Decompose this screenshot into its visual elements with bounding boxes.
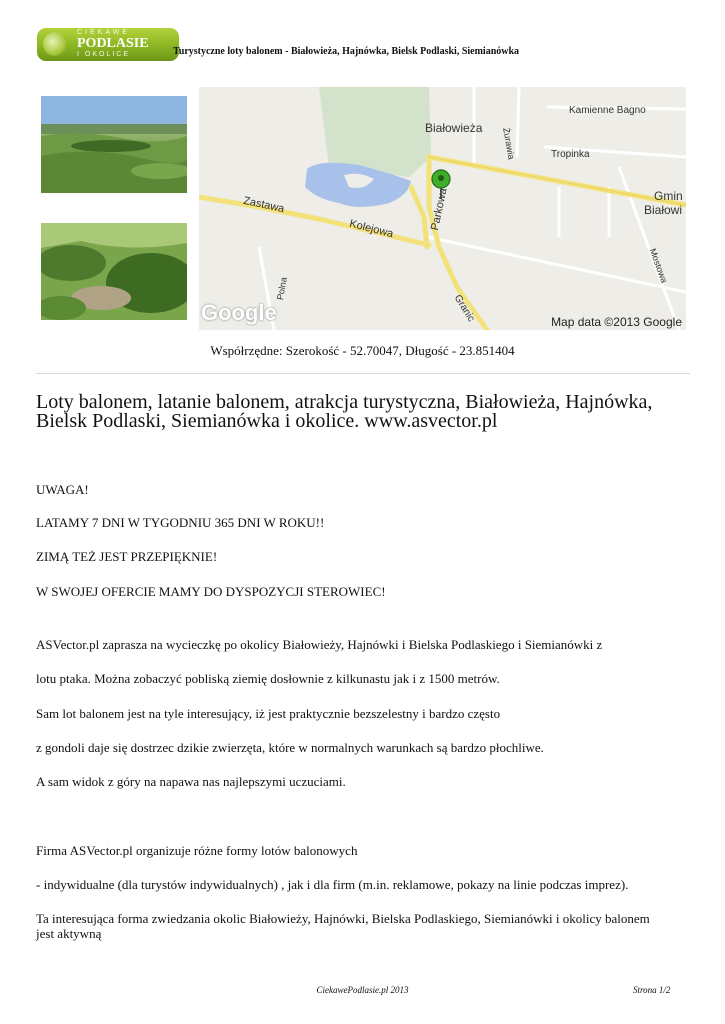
- map-label-gmin: Gmin: [654, 189, 683, 203]
- header-title: Turystyczne loty balonem - Białowieża, Hajnówka, Bielsk Podlaski, Siemianówka: [173, 46, 520, 57]
- google-logo: Google: [201, 300, 277, 325]
- map-label-parkowa: Parkowa: [429, 187, 450, 232]
- divider: [36, 373, 690, 374]
- map-label-tropinka: Tropinka: [551, 149, 590, 160]
- map-attribution: Map data ©2013 Google: [551, 315, 682, 329]
- map-label-bialowi: Białowi: [644, 203, 683, 217]
- footer-page-number: Strona 1/2: [633, 985, 671, 995]
- map-label-kolejowa: Kolejowa: [348, 217, 395, 241]
- aerial-photo-fields: [41, 96, 187, 193]
- site-logo[interactable]: [37, 28, 179, 61]
- map-label-zurawia: Żurawia: [501, 127, 517, 161]
- footer-site: CiekawePodlasie.pl 2013: [316, 985, 409, 995]
- aerial-photo-forest: [41, 223, 187, 320]
- map-label-kamienne: Kamienne Bagno: [569, 105, 646, 116]
- paragraph-8: z gondoli daje się dostrzec dzikie zwierzęta, które w normalnych warunkach są bardzo płochliwe.: [36, 740, 544, 755]
- bison-emblem-icon: [43, 32, 67, 56]
- paragraph-4: W SWOJEJ OFERCIE MAMY DO DYSPOZYCJI STEROWIEC!: [36, 584, 386, 599]
- map-label-mostowa: Mostowa: [647, 247, 670, 285]
- location-map[interactable]: [199, 87, 686, 330]
- paragraph-11: - indywidualne (dla turystów indywidualnych) , jak i dla firm (m.in. reklamowe, pokazy na linie podczas imprez).: [36, 877, 629, 892]
- article-title: Loty balonem, latanie balonem, atrakcja turystyczna, Białowieża, Hajnówka, Bielsk Podlaski, Siemianówka i okolice. www.asvector.pl: [36, 391, 653, 432]
- paragraph-5: ASVector.pl zaprasza na wycieczkę po okolicy Białowieży, Hajnówki i Bielska Podlaskiego i Siemianówki z: [36, 637, 603, 652]
- paragraph-1: UWAGA!: [36, 482, 89, 497]
- paragraph-7: Sam lot balonem jest na tyle interesujący, iż jest praktycznie bezszelestny i bardzo często: [36, 706, 501, 721]
- paragraph-2: LATAMY 7 DNI W TYGODNIU 365 DNI W ROKU!!: [36, 515, 325, 530]
- logo-line-2: PODLASIE: [77, 36, 149, 51]
- coordinates-text: Współrzędne: Szerokość - 52.70047, Długość - 23.851404: [210, 343, 515, 358]
- map-label-zastawa: Zastawa: [242, 194, 286, 216]
- paragraph-10: Firma ASVector.pl organizuje różne formy lotów balonowych: [36, 843, 358, 858]
- paragraph-13: jest aktywną: [36, 926, 102, 941]
- map-label-town: Białowieża: [425, 121, 483, 135]
- logo-line-1: CIEKAWE: [77, 29, 131, 36]
- paragraph-9: A sam widok z góry na napawa nas najlepszymi uczuciami.: [36, 774, 346, 789]
- logo-line-3: I OKOLICE: [77, 51, 131, 58]
- map-label-graniczna: Granic: [451, 293, 477, 324]
- paragraph-6: lotu ptaka. Można zobaczyć pobliską ziemię dosłownie z kilkunastu jak i z 1500 metrów.: [36, 671, 500, 686]
- paragraph-12: Ta interesująca forma zwiedzania okolic Białowieży, Hajnówki, Bielska Podlaskiego, Siemianówki i okolicy balonem: [36, 911, 650, 926]
- paragraph-3: ZIMĄ TEŻ JEST PRZEPIĘKNIE!: [36, 549, 218, 564]
- map-label-polna: Polna: [275, 276, 289, 301]
